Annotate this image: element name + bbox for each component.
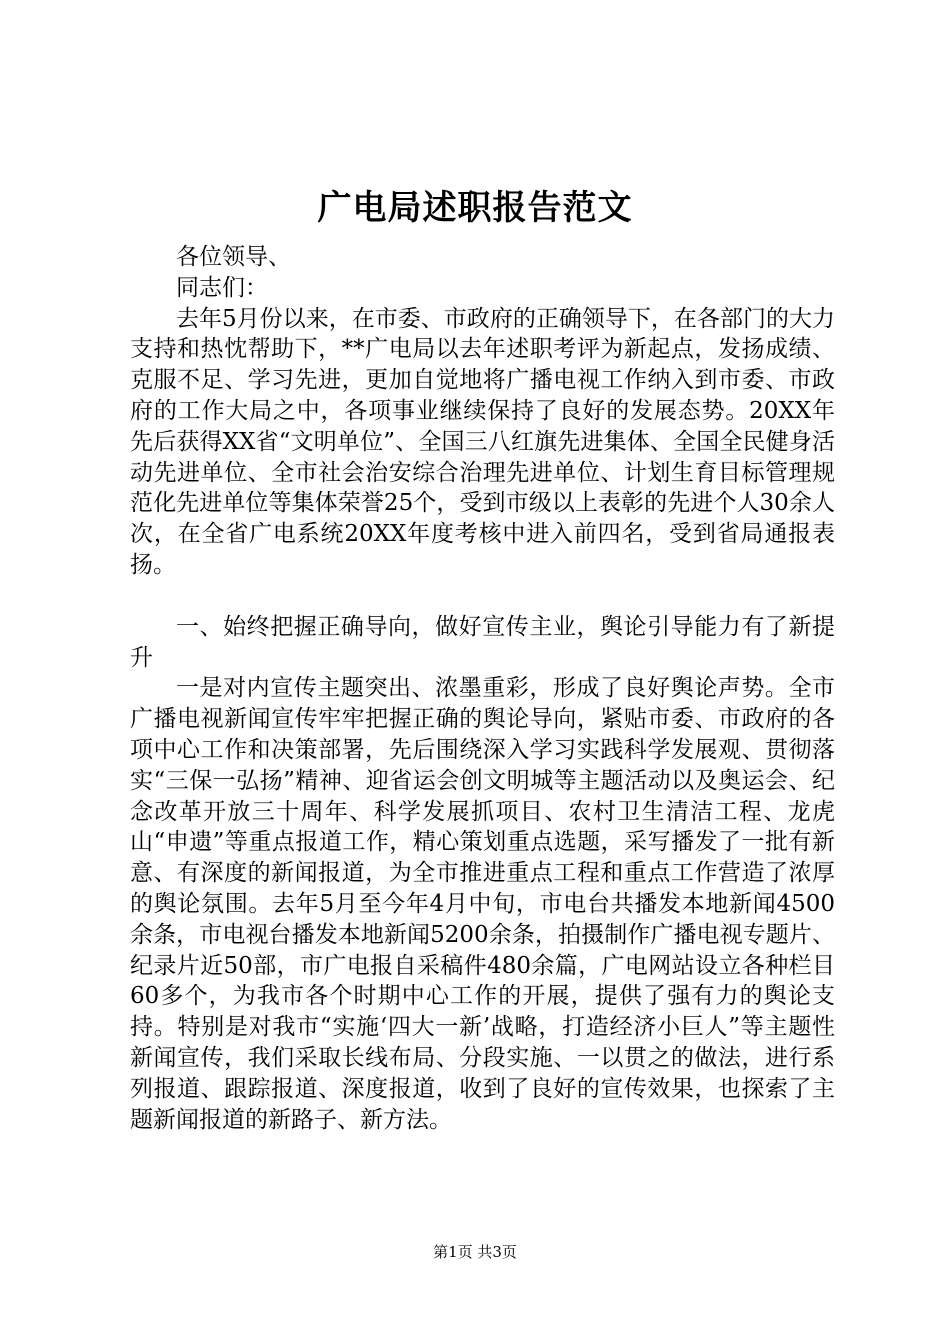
section-heading: 一、始终把握正确导向，做好宣传主业，舆论引导能力有了新提升 (130, 613, 835, 671)
body-paragraph: 一是对内宣传主题突出、浓墨重彩，形成了良好舆论声势。全市广播电视新闻宣传牢牢把握正确的舆论导向，紧贴市委、市政府的各项中心工作和决策部署，先后围绕深入学习实践科学发展观、贯彻落实“三保一弘扬”精神、迎省运会创文明城等主题活动以及奥运会、纪念改革开放三十周年、科学发展抓项目、农村卫生清洁工程、龙虎山“申遗”等重点报道工作，精心策划重点选题，采写播发了一批有新意、有深度的新闻报道，为全市推进重点工程和重点工作营造了浓厚的舆论氛围。去年5月至今年4月中旬，市电台共播发本地新闻4500余条，市电视台播发本地新闻5200余条，拍摄制作广播电视专题片、纪录片近50部，市广电报自采稿件480余篇，广电网站设立各种栏目60多个，为我市各个时期中心工作的开展，提供了强有力的舆论支持。特别是对我市“实施‘四大一新’战略，打造经济小巨人”等主题性新闻宣传，我们采取长线布局、分段实施、一以贯之的做法，进行系列报道、跟踪报道、深度报道，收到了良好的宣传效果，也探索了主题新闻报道的新路子、新方法。 (130, 675, 835, 1133)
page-footer: 第1页 共3页 (433, 1243, 517, 1261)
greeting-line-1: 各位领导、 (176, 244, 291, 270)
document-body (130, 242, 835, 1135)
intro-paragraph: 去年5月份以来，在市委、市政府的正确领导下，在各部门的大力支持和热忱帮助下，**广电局以去年述职考评为新起点，发扬成绩、克服不足、学习先进，更加自觉地将广播电视工作纳入到市委、市政府的工作大局之中，各项事业继续保持了良好的发展态势。20XX年先后获得XX省“文明单位”、全国三八红旗先进集体、全国全民健身活动先进单位、全市社会治安综合治理先进单位、计划生育目标管理规范化先进单位等集体荣誉25个，受到市级以上表彰的先进个人30余人次，在全省广电系统20XX年度考核中进入前四名，受到省局通报表扬。 (130, 305, 835, 578)
greeting-line-2: 同志们： (176, 274, 268, 301)
document-title: 广电局述职报告范文 (317, 188, 633, 228)
paragraph-gap (130, 581, 835, 612)
